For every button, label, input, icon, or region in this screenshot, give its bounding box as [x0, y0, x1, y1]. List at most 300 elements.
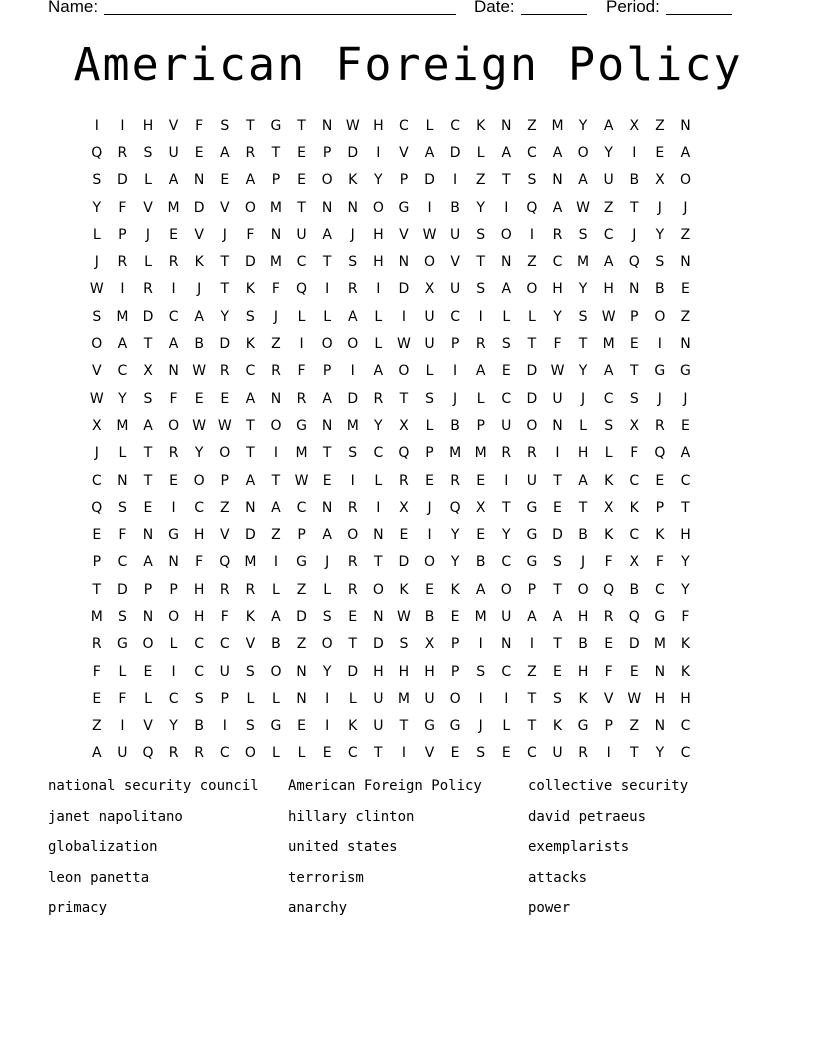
grid-letter[interactable]: L	[476, 144, 485, 161]
grid-letter[interactable]: I	[427, 527, 432, 544]
grid-letter[interactable]: O	[321, 336, 333, 353]
grid-letter[interactable]: I	[504, 199, 509, 216]
grid-letter[interactable]: H	[193, 527, 205, 544]
grid-letter[interactable]: B	[655, 281, 665, 298]
grid-letter[interactable]: D	[296, 608, 307, 625]
grid-letter[interactable]: R	[347, 581, 358, 598]
grid-letter[interactable]: S	[117, 499, 127, 516]
grid-letter[interactable]: N	[680, 117, 691, 134]
grid-letter[interactable]: J	[478, 718, 483, 735]
grid-letter[interactable]: G	[680, 363, 691, 380]
grid-letter[interactable]: C	[117, 554, 128, 571]
grid-letter[interactable]: I	[632, 144, 637, 161]
grid-letter[interactable]: T	[527, 690, 537, 707]
grid-letter[interactable]: J	[581, 390, 586, 407]
grid-letter[interactable]: H	[680, 527, 691, 544]
grid-letter[interactable]: H	[577, 663, 589, 680]
grid-letter[interactable]: T	[271, 144, 281, 161]
grid-letter[interactable]: K	[604, 527, 614, 544]
grid-letter[interactable]: A	[552, 144, 563, 161]
grid-letter[interactable]: U	[219, 663, 230, 680]
grid-letter[interactable]: N	[296, 663, 307, 680]
grid-letter[interactable]: Q	[526, 199, 538, 216]
grid-letter[interactable]: P	[425, 445, 434, 462]
grid-letter[interactable]: I	[376, 144, 381, 161]
grid-letter[interactable]: X	[629, 554, 640, 571]
grid-letter[interactable]: L	[246, 690, 255, 707]
grid-letter[interactable]: I	[478, 690, 483, 707]
grid-letter[interactable]: Y	[169, 718, 178, 735]
grid-letter[interactable]: P	[118, 226, 127, 243]
grid-letter[interactable]: Z	[527, 254, 537, 271]
grid-letter[interactable]: O	[577, 581, 589, 598]
grid-letter[interactable]: A	[168, 336, 179, 353]
grid-letter[interactable]: G	[168, 527, 179, 544]
grid-letter[interactable]: O	[526, 417, 538, 434]
grid-letter[interactable]: K	[245, 336, 255, 353]
grid-letter[interactable]: H	[577, 445, 589, 462]
grid-letter[interactable]: A	[475, 363, 486, 380]
grid-letter[interactable]: D	[449, 144, 461, 161]
grid-letter[interactable]: T	[502, 172, 511, 189]
grid-letter[interactable]: A	[117, 336, 128, 353]
grid-letter[interactable]: P	[297, 527, 306, 544]
grid-letter[interactable]: F	[118, 199, 127, 216]
grid-letter[interactable]: H	[373, 663, 384, 680]
grid-letter[interactable]: A	[603, 254, 614, 271]
grid-letter[interactable]: X	[424, 281, 435, 298]
grid-letter[interactable]: I	[325, 718, 330, 735]
grid-letter[interactable]: L	[374, 336, 383, 353]
grid-letter[interactable]: K	[194, 254, 204, 271]
grid-letter[interactable]: L	[502, 718, 511, 735]
grid-letter[interactable]: M	[116, 417, 129, 434]
grid-letter[interactable]: S	[425, 390, 434, 407]
grid-letter[interactable]: A	[552, 199, 563, 216]
grid-letter[interactable]: N	[373, 527, 384, 544]
grid-letter[interactable]: M	[397, 690, 410, 707]
grid-letter[interactable]: Q	[91, 144, 103, 161]
grid-letter[interactable]: X	[143, 363, 153, 380]
grid-letter[interactable]: A	[680, 144, 691, 161]
grid-letter[interactable]: W	[345, 117, 360, 134]
grid-letter[interactable]: N	[552, 417, 563, 434]
grid-letter[interactable]: R	[271, 363, 281, 380]
grid-letter[interactable]: I	[325, 281, 330, 298]
grid-letter[interactable]: O	[372, 199, 384, 216]
grid-letter[interactable]: H	[373, 254, 384, 271]
grid-letter[interactable]: O	[244, 199, 256, 216]
grid-letter[interactable]: E	[322, 472, 332, 489]
grid-letter[interactable]: N	[654, 663, 666, 680]
grid-letter[interactable]: S	[117, 608, 127, 625]
grid-letter[interactable]: D	[244, 254, 256, 271]
grid-letter[interactable]: R	[578, 745, 588, 762]
grid-letter[interactable]: Z	[92, 718, 102, 735]
grid-letter[interactable]: S	[245, 718, 255, 735]
grid-letter[interactable]: F	[297, 363, 306, 380]
grid-letter[interactable]: Q	[654, 445, 666, 462]
grid-letter[interactable]: M	[295, 445, 308, 462]
grid-letter[interactable]: N	[680, 336, 691, 353]
grid-letter[interactable]: W	[550, 363, 565, 380]
grid-letter[interactable]: R	[168, 445, 179, 462]
grid-letter[interactable]: I	[529, 226, 534, 243]
grid-letter[interactable]: K	[348, 172, 358, 189]
grid-letter[interactable]: M	[346, 417, 359, 434]
grid-letter[interactable]: V	[143, 718, 153, 735]
grid-letter[interactable]: E	[501, 745, 511, 762]
grid-letter[interactable]: H	[577, 608, 589, 625]
grid-letter[interactable]: C	[501, 390, 512, 407]
grid-letter[interactable]: D	[219, 336, 231, 353]
grid-letter[interactable]: H	[552, 281, 563, 298]
grid-letter[interactable]: Z	[271, 527, 281, 544]
grid-letter[interactable]: O	[347, 336, 359, 353]
grid-letter[interactable]: C	[629, 527, 640, 544]
grid-letter[interactable]: E	[169, 472, 178, 489]
grid-letter[interactable]: D	[628, 636, 640, 653]
grid-letter[interactable]: S	[578, 308, 588, 325]
grid-letter[interactable]: C	[168, 308, 179, 325]
grid-letter[interactable]: J	[350, 226, 355, 243]
grid-letter[interactable]: E	[220, 390, 230, 407]
grid-letter[interactable]: V	[399, 226, 409, 243]
grid-letter[interactable]: E	[297, 144, 306, 161]
grid-letter[interactable]: D	[347, 144, 359, 161]
grid-letter[interactable]: N	[270, 226, 282, 243]
grid-letter[interactable]: W	[422, 226, 437, 243]
grid-letter[interactable]: I	[325, 690, 330, 707]
grid-letter[interactable]: U	[501, 417, 512, 434]
grid-letter[interactable]: N	[501, 117, 512, 134]
grid-letter[interactable]: H	[373, 117, 384, 134]
grid-letter[interactable]: C	[450, 308, 460, 325]
grid-letter[interactable]: N	[321, 117, 333, 134]
grid-letter[interactable]: I	[401, 308, 406, 325]
grid-letter[interactable]: I	[453, 172, 458, 189]
grid-letter[interactable]: N	[501, 636, 512, 653]
grid-letter[interactable]: D	[244, 527, 256, 544]
grid-letter[interactable]: S	[629, 390, 639, 407]
grid-letter[interactable]: S	[348, 254, 358, 271]
grid-letter[interactable]: O	[577, 144, 589, 161]
grid-letter[interactable]: X	[603, 499, 614, 516]
grid-letter[interactable]: O	[500, 226, 512, 243]
grid-letter[interactable]: F	[655, 554, 664, 571]
grid-letter[interactable]: E	[450, 745, 460, 762]
grid-letter[interactable]: U	[552, 390, 563, 407]
grid-letter[interactable]: W	[294, 472, 309, 489]
grid-letter[interactable]: Y	[553, 308, 562, 325]
grid-letter[interactable]: H	[603, 281, 614, 298]
grid-letter[interactable]: F	[195, 554, 204, 571]
grid-letter[interactable]: P	[322, 144, 332, 161]
grid-letter[interactable]: F	[604, 554, 613, 571]
grid-letter[interactable]: D	[193, 199, 205, 216]
grid-letter[interactable]: Y	[374, 172, 383, 189]
grid-letter[interactable]: B	[194, 718, 204, 735]
grid-letter[interactable]: U	[373, 690, 384, 707]
grid-letter[interactable]: P	[655, 499, 665, 516]
grid-letter[interactable]: L	[272, 581, 280, 598]
grid-letter[interactable]: X	[655, 172, 665, 189]
grid-letter[interactable]: D	[142, 308, 154, 325]
grid-letter[interactable]: B	[475, 554, 486, 571]
grid-letter[interactable]: L	[92, 226, 101, 243]
grid-letter[interactable]: O	[219, 445, 231, 462]
grid-letter[interactable]: B	[629, 172, 640, 189]
grid-letter[interactable]: J	[683, 199, 688, 216]
grid-letter[interactable]: B	[424, 608, 435, 625]
grid-letter[interactable]: H	[680, 690, 691, 707]
grid-letter[interactable]: R	[603, 608, 614, 625]
grid-letter[interactable]: D	[398, 554, 410, 571]
grid-letter[interactable]: G	[116, 636, 128, 653]
grid-letter[interactable]: D	[117, 172, 128, 189]
grid-letter[interactable]: U	[424, 308, 435, 325]
grid-letter[interactable]: E	[220, 172, 230, 189]
grid-letter[interactable]: Y	[681, 581, 690, 598]
grid-letter[interactable]: T	[527, 336, 537, 353]
grid-letter[interactable]: R	[296, 390, 307, 407]
grid-letter[interactable]: Q	[219, 554, 231, 571]
grid-letter[interactable]: E	[297, 718, 306, 735]
grid-letter[interactable]: K	[604, 472, 614, 489]
grid-letter[interactable]: H	[373, 226, 384, 243]
grid-letter[interactable]: M	[116, 308, 129, 325]
grid-letter[interactable]: U	[117, 745, 128, 762]
grid-letter[interactable]: K	[245, 608, 255, 625]
grid-letter[interactable]: S	[348, 445, 358, 462]
grid-letter[interactable]: C	[399, 117, 409, 134]
grid-letter[interactable]: I	[171, 281, 176, 298]
grid-letter[interactable]: A	[603, 117, 614, 134]
grid-letter[interactable]: Z	[655, 117, 665, 134]
grid-letter[interactable]: N	[398, 254, 410, 271]
grid-letter[interactable]: E	[194, 390, 204, 407]
grid-letter[interactable]: Q	[628, 608, 640, 625]
grid-letter[interactable]: C	[552, 254, 563, 271]
grid-letter[interactable]: S	[245, 663, 255, 680]
grid-letter[interactable]: J	[683, 390, 688, 407]
grid-letter[interactable]: R	[654, 417, 665, 434]
grid-letter[interactable]: L	[527, 308, 536, 325]
grid-letter[interactable]: I	[273, 445, 279, 462]
grid-letter[interactable]: B	[578, 527, 588, 544]
grid-letter[interactable]: X	[424, 636, 435, 653]
grid-letter[interactable]: B	[271, 636, 281, 653]
grid-letter[interactable]: T	[527, 718, 537, 735]
grid-letter[interactable]: R	[450, 472, 460, 489]
grid-letter[interactable]: J	[94, 445, 99, 462]
grid-letter[interactable]: S	[92, 172, 102, 189]
grid-letter[interactable]: A	[143, 417, 153, 434]
grid-letter[interactable]: C	[654, 581, 665, 598]
grid-letter[interactable]: W	[192, 363, 207, 380]
grid-letter[interactable]: A	[322, 390, 332, 407]
grid-letter[interactable]: O	[500, 581, 512, 598]
grid-letter[interactable]: Z	[603, 199, 614, 216]
grid-letter[interactable]: J	[453, 390, 458, 407]
grid-letter[interactable]: G	[296, 554, 307, 571]
grid-letter[interactable]: M	[167, 199, 180, 216]
grid-letter[interactable]: P	[399, 172, 409, 189]
grid-letter[interactable]: V	[194, 226, 204, 243]
grid-letter[interactable]: N	[168, 554, 179, 571]
grid-letter[interactable]: T	[246, 445, 255, 462]
grid-letter[interactable]: O	[193, 472, 205, 489]
grid-letter[interactable]: W	[397, 336, 411, 353]
grid-letter[interactable]: W	[627, 690, 642, 707]
grid-letter[interactable]: E	[553, 499, 562, 516]
grid-letter[interactable]: U	[449, 226, 461, 243]
grid-letter[interactable]: S	[527, 172, 537, 189]
grid-letter[interactable]: Y	[604, 144, 613, 161]
grid-letter[interactable]: I	[478, 636, 483, 653]
grid-letter[interactable]: E	[476, 472, 486, 489]
grid-letter[interactable]: Z	[271, 336, 281, 353]
grid-letter[interactable]: M	[551, 117, 564, 134]
grid-letter[interactable]: O	[347, 527, 359, 544]
grid-letter[interactable]: T	[322, 445, 332, 462]
grid-letter[interactable]: D	[117, 581, 128, 598]
grid-letter[interactable]: W	[89, 281, 104, 298]
grid-letter[interactable]: R	[117, 144, 128, 161]
grid-letter[interactable]: P	[630, 308, 639, 325]
grid-letter[interactable]: W	[601, 308, 616, 325]
grid-letter[interactable]: I	[478, 308, 483, 325]
grid-letter[interactable]: V	[92, 363, 102, 380]
grid-letter[interactable]: J	[325, 554, 330, 571]
grid-letter[interactable]: D	[347, 390, 359, 407]
grid-letter[interactable]: Y	[322, 663, 332, 680]
grid-letter[interactable]: R	[245, 144, 256, 161]
grid-letter[interactable]: S	[322, 608, 332, 625]
grid-letter[interactable]: I	[350, 363, 355, 380]
grid-letter[interactable]: N	[193, 172, 205, 189]
grid-letter[interactable]: G	[577, 718, 589, 735]
grid-letter[interactable]: Q	[603, 581, 615, 598]
grid-letter[interactable]: R	[91, 636, 102, 653]
grid-letter[interactable]: W	[89, 390, 104, 407]
grid-letter[interactable]: S	[655, 254, 665, 271]
grid-letter[interactable]: C	[168, 690, 179, 707]
grid-letter[interactable]: E	[348, 608, 358, 625]
grid-letter[interactable]: T	[502, 499, 511, 516]
grid-letter[interactable]: E	[655, 144, 665, 161]
grid-letter[interactable]: P	[220, 472, 229, 489]
grid-letter[interactable]: A	[245, 472, 256, 489]
grid-letter[interactable]: H	[142, 117, 154, 134]
grid-letter[interactable]: K	[399, 581, 409, 598]
grid-letter[interactable]: J	[581, 554, 586, 571]
grid-letter[interactable]: V	[603, 690, 614, 707]
grid-letter[interactable]: P	[604, 718, 613, 735]
grid-letter[interactable]: T	[143, 445, 153, 462]
grid-letter[interactable]: R	[219, 581, 230, 598]
grid-letter[interactable]: J	[145, 226, 151, 243]
grid-letter[interactable]: J	[657, 390, 662, 407]
grid-letter[interactable]: F	[681, 608, 690, 625]
grid-letter[interactable]: A	[501, 144, 512, 161]
grid-letter[interactable]: C	[680, 745, 691, 762]
grid-letter[interactable]: L	[297, 308, 306, 325]
grid-letter[interactable]: T	[578, 499, 588, 516]
grid-letter[interactable]: K	[348, 718, 358, 735]
grid-letter[interactable]: K	[629, 499, 639, 516]
grid-letter[interactable]: R	[219, 363, 230, 380]
grid-letter[interactable]: R	[475, 336, 486, 353]
grid-letter[interactable]: V	[245, 636, 256, 653]
grid-letter[interactable]: R	[527, 445, 537, 462]
grid-letter[interactable]: Y	[655, 745, 665, 762]
grid-letter[interactable]: A	[322, 226, 332, 243]
grid-letter[interactable]: A	[424, 144, 435, 161]
grid-letter[interactable]: T	[348, 636, 358, 653]
grid-letter[interactable]: X	[399, 499, 409, 516]
grid-letter[interactable]: T	[629, 745, 639, 762]
grid-letter[interactable]: F	[169, 390, 178, 407]
grid-letter[interactable]: Y	[118, 390, 127, 407]
grid-letter[interactable]: S	[553, 554, 562, 571]
grid-letter[interactable]: I	[504, 690, 509, 707]
grid-letter[interactable]: Y	[220, 308, 230, 325]
grid-letter[interactable]: S	[578, 226, 588, 243]
grid-letter[interactable]: T	[297, 117, 306, 134]
grid-letter[interactable]: P	[271, 172, 281, 189]
grid-letter[interactable]: T	[578, 336, 588, 353]
grid-letter[interactable]: N	[347, 199, 358, 216]
grid-letter[interactable]: M	[577, 254, 590, 271]
grid-letter[interactable]: V	[143, 199, 153, 216]
grid-letter[interactable]: E	[399, 527, 409, 544]
grid-letter[interactable]: I	[657, 336, 662, 353]
grid-letter[interactable]: O	[398, 363, 410, 380]
grid-letter[interactable]: D	[526, 363, 538, 380]
grid-letter[interactable]: E	[604, 636, 614, 653]
grid-letter[interactable]: Z	[296, 581, 307, 598]
grid-letter[interactable]: N	[245, 499, 256, 516]
grid-letter[interactable]: H	[193, 581, 205, 598]
grid-letter[interactable]: R	[399, 472, 409, 489]
grid-letter[interactable]: K	[245, 281, 255, 298]
grid-letter[interactable]: Q	[296, 281, 308, 298]
grid-letter[interactable]: W	[397, 608, 411, 625]
grid-letter[interactable]: X	[399, 417, 409, 434]
grid-letter[interactable]: E	[681, 281, 690, 298]
grid-letter[interactable]: A	[271, 608, 281, 625]
grid-letter[interactable]: D	[552, 527, 563, 544]
grid-letter[interactable]: Y	[476, 199, 485, 216]
grid-letter[interactable]: F	[553, 336, 562, 353]
grid-letter[interactable]: T	[553, 472, 562, 489]
grid-letter[interactable]: Y	[194, 445, 204, 462]
grid-letter[interactable]: A	[322, 527, 332, 544]
grid-letter[interactable]: L	[118, 445, 127, 462]
grid-letter[interactable]: T	[297, 199, 306, 216]
grid-letter[interactable]: I	[273, 554, 279, 571]
grid-letter[interactable]: L	[425, 417, 434, 434]
grid-letter[interactable]: E	[655, 472, 665, 489]
grid-letter[interactable]: O	[168, 608, 180, 625]
grid-letter[interactable]: P	[527, 581, 537, 598]
grid-letter[interactable]: C	[219, 745, 230, 762]
grid-letter[interactable]: S	[194, 690, 204, 707]
grid-letter[interactable]: Q	[398, 445, 410, 462]
grid-letter[interactable]: R	[245, 581, 256, 598]
grid-letter[interactable]: I	[376, 499, 381, 516]
